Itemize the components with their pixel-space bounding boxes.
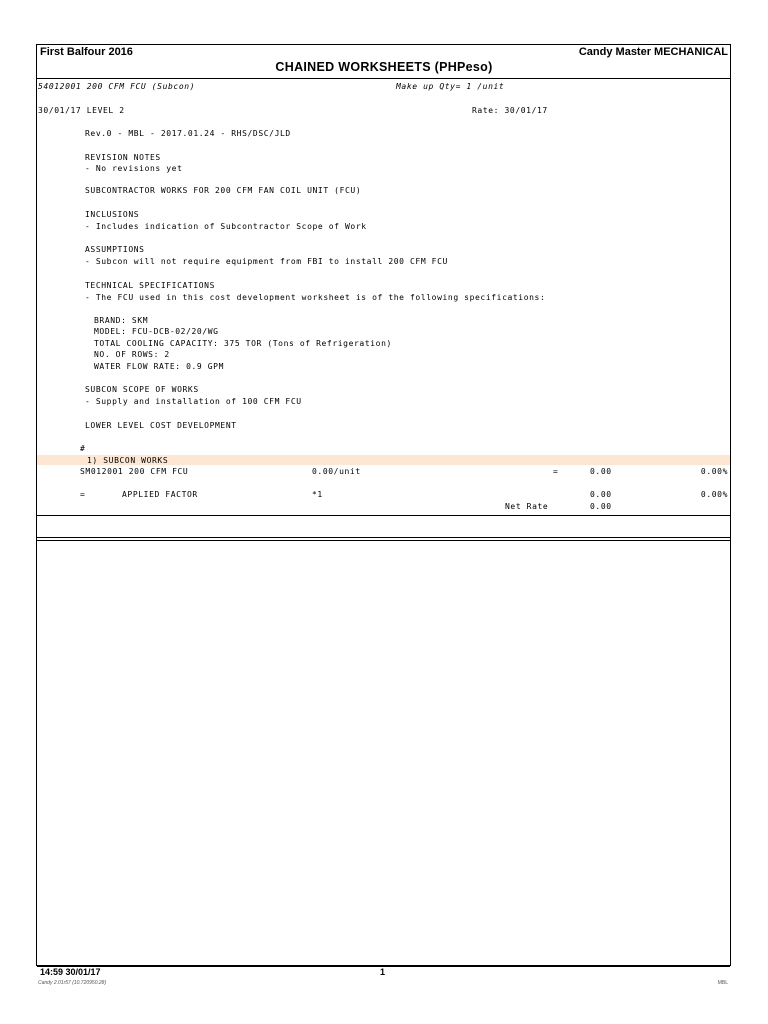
- page-frame: [36, 44, 731, 966]
- net-rate-value: 0.00: [590, 502, 612, 511]
- scope-heading: SUBCON SCOPE OF WORKS: [85, 385, 199, 394]
- spec-flow: WATER FLOW RATE: 0.9 GPM: [94, 362, 224, 371]
- rate-date: Rate: 30/01/17: [472, 106, 548, 115]
- tech-spec-heading: TECHNICAL SPECIFICATIONS: [85, 281, 215, 290]
- inclusions-heading: INCLUSIONS: [85, 210, 140, 219]
- scope-item: - Supply and installation of 100 CFM FCU: [85, 397, 302, 406]
- spec-rows: NO. OF ROWS: 2: [94, 350, 170, 359]
- row-item-code: SM012001 200 CFM FCU: [80, 467, 189, 476]
- lower-level-heading: LOWER LEVEL COST DEVELOPMENT: [85, 421, 237, 430]
- system-name: Candy Master MECHANICAL: [578, 46, 728, 58]
- item-code-description: 54012001 200 CFM FCU (Subcon): [38, 82, 196, 91]
- double-rule-bottom: [37, 540, 730, 541]
- factor-equals: =: [80, 490, 86, 499]
- software-version: Candy 2.01r57 (10.720950.28): [38, 980, 107, 986]
- row-item-percent: 0.00%: [700, 467, 728, 476]
- factor-percent: 0.00%: [700, 490, 728, 499]
- spec-model: MODEL: FCU-DCB-02/20/WG: [94, 327, 219, 336]
- row-item-amount: 0.00: [590, 467, 612, 476]
- company-name: First Balfour 2016: [40, 46, 133, 58]
- row-item-equals: =: [553, 467, 559, 476]
- applied-factor-value: *1: [312, 490, 323, 499]
- row-item-qty: 0.00/unit: [312, 467, 361, 476]
- hash-marker: #: [80, 444, 86, 453]
- applied-factor-label: APPLIED FACTOR: [122, 490, 198, 499]
- footer-datetime: 14:59 30/01/17: [40, 967, 101, 977]
- date-level: 30/01/17 LEVEL 2: [38, 106, 125, 115]
- assumptions-heading: ASSUMPTIONS: [85, 245, 145, 254]
- author-initials: MBL: [717, 980, 728, 986]
- net-rate-label: Net Rate: [505, 502, 549, 511]
- header-divider: [37, 78, 730, 79]
- section-label: 1) SUBCON WORKS: [87, 456, 169, 465]
- table-end-rule: [37, 515, 730, 516]
- assumptions-item: - Subcon will not require equipment from FBI to install 200 CFM FCU: [85, 257, 448, 266]
- inclusions-item: - Includes indication of Subcontractor Scope of Work: [85, 222, 367, 231]
- factor-amount: 0.00: [590, 490, 612, 499]
- makeup-qty: Make up Qty= 1 /unit: [396, 82, 505, 91]
- page-title: CHAINED WORKSHEETS (PHPeso): [275, 60, 493, 74]
- subcontractor-title: SUBCONTRACTOR WORKS FOR 200 CFM FAN COIL UNIT (FCU): [85, 186, 362, 195]
- tech-spec-item: - The FCU used in this cost development worksheet is of the following specifications:: [85, 293, 546, 302]
- revision-notes-item: - No revisions yet: [85, 164, 183, 173]
- page-number: 1: [380, 967, 386, 977]
- spec-brand: BRAND: SKM: [94, 316, 149, 325]
- double-rule-top: [37, 537, 730, 538]
- revision-line: Rev.0 - MBL - 2017.01.24 - RHS/DSC/JLD: [85, 129, 291, 138]
- revision-notes-heading: REVISION NOTES: [85, 153, 161, 162]
- spec-cooling: TOTAL COOLING CAPACITY: 375 TOR (Tons of Refrigeration): [94, 339, 392, 348]
